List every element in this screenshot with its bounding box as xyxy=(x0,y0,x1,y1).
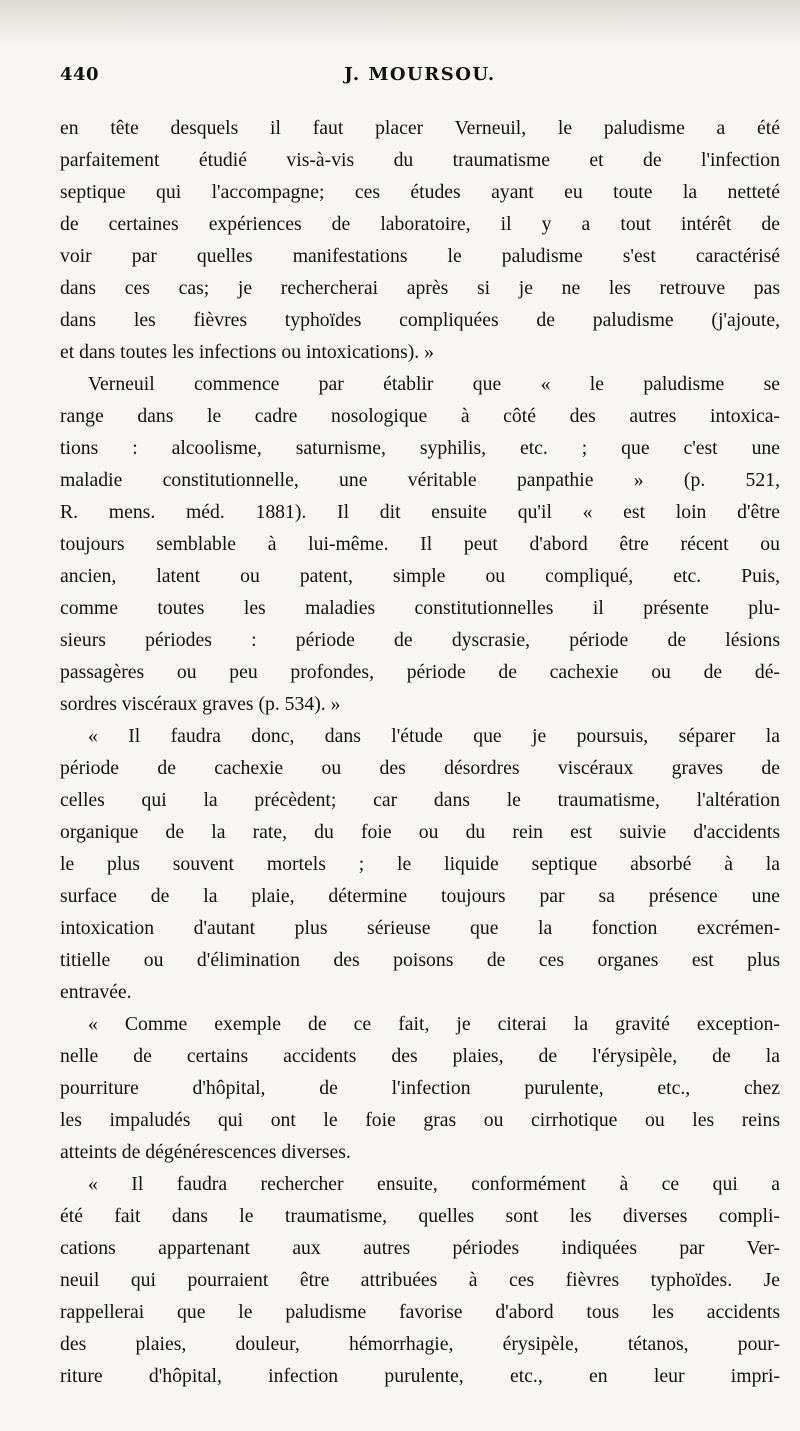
text-line: organique de la rate, du foie ou du rein est suivie d'accidents xyxy=(60,821,780,843)
text-line: range dans le cadre nosologique à côté des autres intoxica- xyxy=(60,405,780,427)
text-line: sieurs périodes : période de dyscrasie, période de lésions xyxy=(60,629,780,651)
page-top-edge xyxy=(0,0,800,48)
text-line: le plus souvent mortels ; le liquide septique absorbé à la xyxy=(60,853,780,875)
text-line: « Comme exemple de ce fait, je citerai la gravité exception- xyxy=(88,1013,780,1035)
text-line: pourriture d'hôpital, de l'infection purulente, etc., chez xyxy=(60,1077,780,1099)
text-line: en tête desquels il faut placer Verneuil, le paludisme a été xyxy=(60,117,780,139)
text-line: passagères ou peu profondes, période de cachexie ou de dé- xyxy=(60,661,780,683)
running-head xyxy=(60,62,780,92)
text-line: sordres viscéraux graves (p. 534). » xyxy=(60,693,341,715)
text-line: intoxication d'autant plus sérieuse que la fonction excrémen- xyxy=(60,917,780,939)
text-line: voir par quelles manifestations le paludisme s'est caractérisé xyxy=(60,245,780,267)
text-line: des plaies, douleur, hémorrhagie, érysipèle, tétanos, pour- xyxy=(60,1333,780,1355)
text-line: rappellerai que le paludisme favorise d'abord tous les accidents xyxy=(60,1301,780,1323)
text-line: tions : alcoolisme, saturnisme, syphilis, etc. ; que c'est une xyxy=(60,437,780,459)
text-line: titielle ou d'élimination des poisons de ces organes est plus xyxy=(60,949,780,971)
book-page xyxy=(60,62,780,1392)
text-line: maladie constitutionnelle, une véritable panpathie » (p. 521, xyxy=(60,469,780,491)
running-title: J. MOURSOU. xyxy=(344,64,496,85)
text-line: dans ces cas; je rechercherai après si je ne les retrouve pas xyxy=(60,277,780,299)
text-line: neuil qui pourraient être attribuées à ces fièvres typhoïdes. Je xyxy=(60,1269,780,1291)
text-line: les impaludés qui ont le foie gras ou cirrhotique ou les reins xyxy=(60,1109,780,1131)
body-text xyxy=(60,112,780,1392)
text-line: dans les fièvres typhoïdes compliquées de paludisme (j'ajoute, xyxy=(60,309,780,331)
text-line: surface de la plaie, détermine toujours par sa présence une xyxy=(60,885,780,907)
text-line: « Il faudra donc, dans l'étude que je poursuis, séparer la xyxy=(88,725,780,747)
text-line: riture d'hôpital, infection purulente, etc., en leur impri- xyxy=(60,1365,780,1387)
text-line: parfaitement étudié vis-à-vis du traumatisme et de l'infection xyxy=(60,149,780,171)
text-line: septique qui l'accompagne; ces études ayant eu toute la netteté xyxy=(60,181,780,203)
text-line: « Il faudra rechercher ensuite, conformément à ce qui a xyxy=(88,1173,780,1195)
text-line: ancien, latent ou patent, simple ou compliqué, etc. Puis, xyxy=(60,565,780,587)
text-line: été fait dans le traumatisme, quelles sont les diverses compli- xyxy=(60,1205,780,1227)
text-line: nelle de certains accidents des plaies, de l'érysipèle, de la xyxy=(60,1045,780,1067)
page-number: 440 xyxy=(60,64,100,85)
text-line: période de cachexie ou des désordres viscéraux graves de xyxy=(60,757,780,779)
text-line: et dans toutes les infections ou intoxications). » xyxy=(60,341,434,363)
text-line: de certaines expériences de laboratoire, il y a tout intérêt de xyxy=(60,213,780,235)
text-line: atteints de dégénérescences diverses. xyxy=(60,1141,351,1163)
text-line: Verneuil commence par établir que « le paludisme se xyxy=(88,373,780,395)
text-line: toujours semblable à lui-même. Il peut d'abord être récent ou xyxy=(60,533,780,555)
text-line: celles qui la précèdent; car dans le traumatisme, l'altération xyxy=(60,789,780,811)
text-line: entravée. xyxy=(60,981,132,1003)
text-line: comme toutes les maladies constitutionnelles il présente plu- xyxy=(60,597,780,619)
text-line: cations appartenant aux autres périodes indiquées par Ver- xyxy=(60,1237,780,1259)
text-line: R. mens. méd. 1881). Il dit ensuite qu'il « est loin d'être xyxy=(60,501,780,523)
